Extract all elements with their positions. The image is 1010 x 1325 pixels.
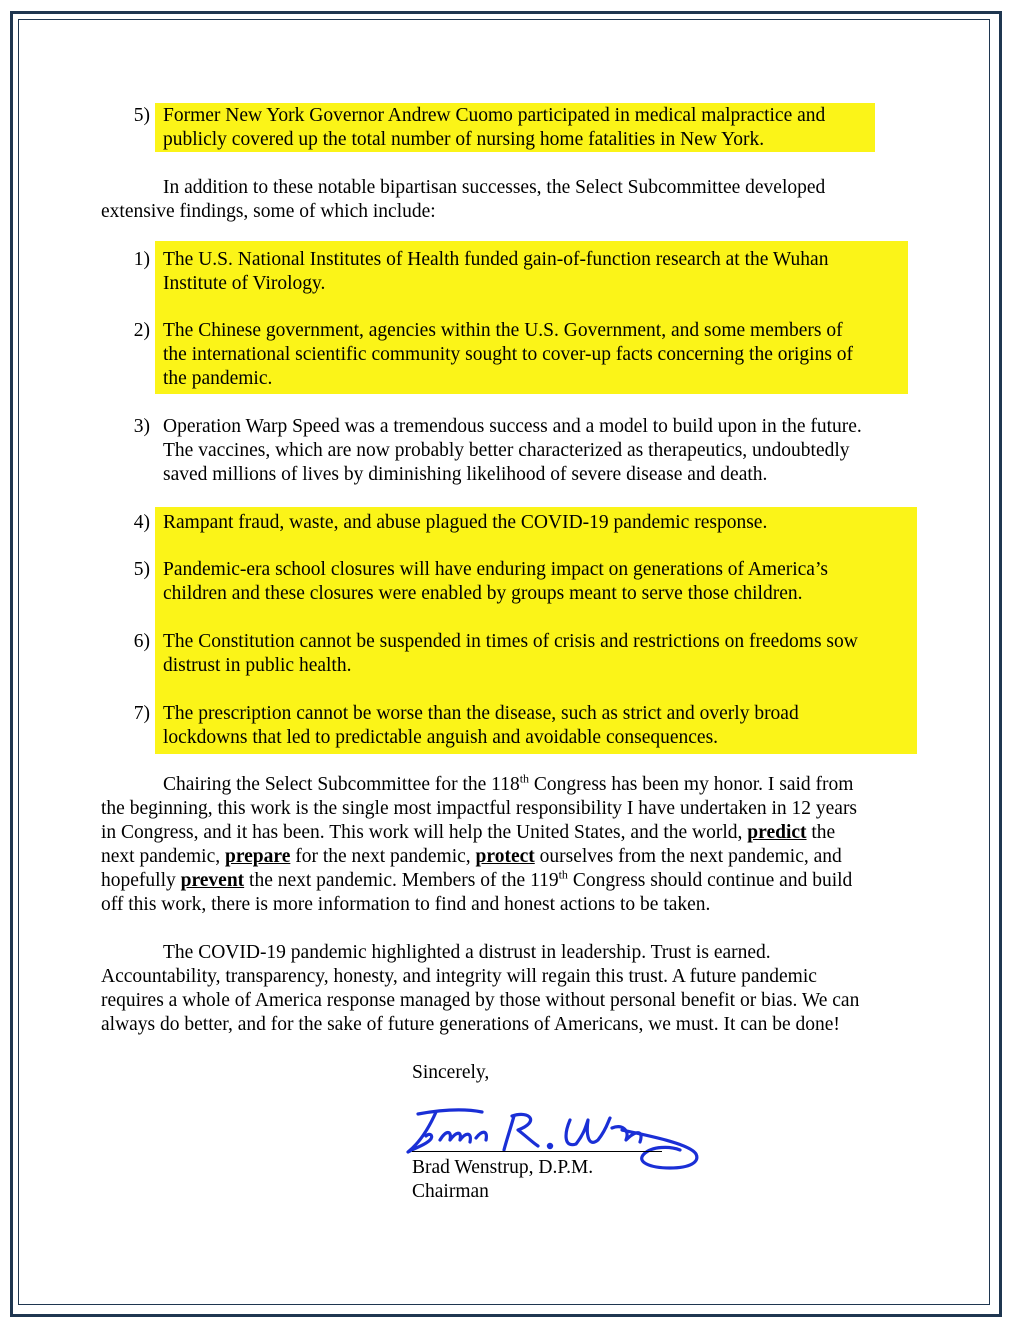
paragraph-line: The COVID-19 pandemic highlighted a distrust in leadership. Trust is earned. (163, 942, 771, 963)
emphasis-prepare: prepare (225, 846, 291, 867)
paragraph-line: hopefully prevent the next pandemic. Members of the 119th Congress should continue and build (101, 867, 853, 891)
chair-paragraph (101, 773, 913, 917)
list-number: 4) (133, 512, 150, 533)
signature-line (412, 1151, 662, 1152)
paragraph-line: the beginning, this work is the single most impactful responsibility I have undertaken in 12 years (101, 798, 858, 819)
list-text-line: saved millions of lives by diminishing likelihood of severe disease and death. (163, 464, 768, 485)
list-text-line: The vaccines, which are now probably better characterized as therapeutics, undoubtedly (163, 440, 850, 461)
paragraph-line: requires a whole of America response managed by those without personal benefit or bias. We can (101, 990, 860, 1011)
paragraph-line: in Congress, and it has been. This work will help the United States, and the world, predict the (101, 822, 836, 843)
list-text-line: The prescription cannot be worse than the disease, such as strict and overly broad (163, 703, 799, 724)
list-number: 3) (133, 416, 150, 437)
intro-paragraph (101, 176, 913, 224)
list-text-line: Institute of Virology. (163, 273, 326, 294)
list-text-line: Former New York Governor Andrew Cuomo participated in medical malpractice and (163, 105, 826, 126)
list-text-line: The Constitution cannot be suspended in times of crisis and restrictions on freedoms sow (163, 631, 858, 652)
list-number: 5) (133, 105, 150, 126)
signer-title: Chairman (412, 1181, 489, 1202)
list-text-line: children and these closures were enabled by groups meant to serve those children. (163, 583, 803, 604)
paragraph-line: In addition to these notable bipartisan successes, the Select Subcommittee developed (163, 177, 826, 198)
trust-paragraph (101, 941, 913, 1037)
list-text-line: distrust in public health. (163, 655, 352, 676)
list-text-line: the pandemic. (163, 368, 273, 389)
list-text-line: the international scientific community sought to cover-up facts concerning the origins of (163, 344, 854, 365)
list-text-line: Rampant fraud, waste, and abuse plagued the COVID-19 pandemic response. (163, 512, 768, 533)
paragraph-line: off this work, there is more information to find and honest actions to be taken. (101, 894, 711, 915)
list-number: 5) (133, 559, 150, 580)
list-text-line: The Chinese government, agencies within the U.S. Government, and some members of (163, 320, 843, 341)
list-text-line: publicly covered up the total number of nursing home fatalities in New York. (163, 129, 765, 150)
signer-name: Brad Wenstrup, D.P.M. (412, 1157, 594, 1178)
emphasis-prevent: prevent (180, 870, 245, 891)
list-text-line: Pandemic-era school closures will have enduring impact on generations of America’s (163, 559, 828, 580)
emphasis-protect: protect (475, 846, 535, 867)
emphasis-predict: predict (747, 822, 807, 843)
paragraph-line: extensive findings, some of which include: (101, 201, 436, 222)
list-number: 6) (133, 631, 150, 652)
paragraph-line: always do better, and for the sake of future generations of Americans, we must. It can be done! (101, 1014, 840, 1035)
list-number: 2) (133, 320, 150, 341)
list-number: 7) (133, 703, 150, 724)
list-text-line: lockdowns that led to predictable anguish and avoidable consequences. (163, 727, 719, 748)
list-text-line: Operation Warp Speed was a tremendous success and a model to build upon in the future. (163, 416, 862, 437)
list-text-line: The U.S. National Institutes of Health funded gain-of-function research at the Wuhan (163, 249, 829, 270)
paragraph-line: Accountability, transparency, honesty, and integrity will regain this trust. A future pandemic (101, 966, 817, 987)
paragraph-line: Chairing the Select Subcommittee for the 118th Congress has been my honor. I said from (163, 771, 854, 795)
paragraph-line: next pandemic, prepare for the next pandemic, protect ourselves from the next pandemic, and (101, 846, 842, 867)
list-number: 1) (133, 249, 150, 270)
salutation: Sincerely, (412, 1062, 490, 1083)
